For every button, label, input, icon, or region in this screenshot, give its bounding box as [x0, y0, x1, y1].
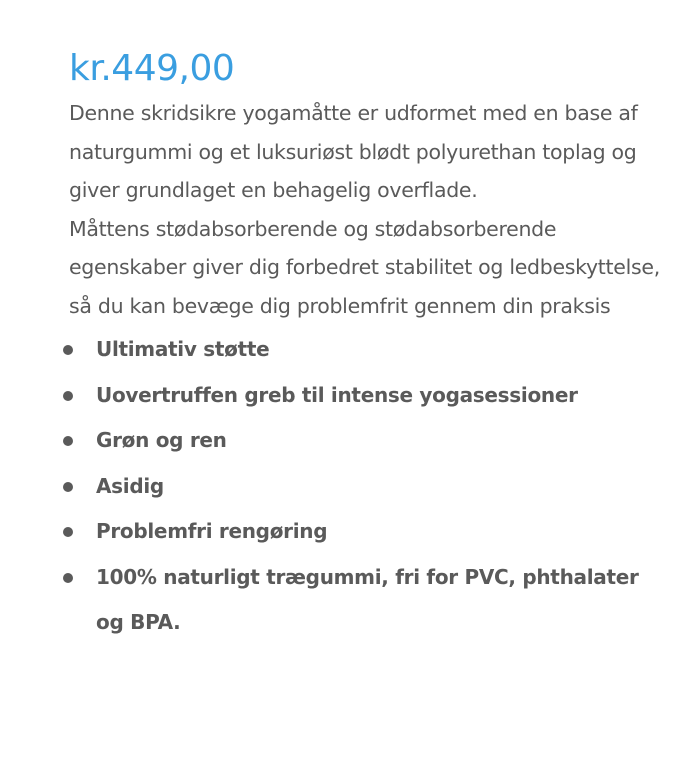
description-paragraph-1: Denne skridsikre yogamåtte er udformet med en base af naturgummi og et luksuriøst blødt polyurethan toplag og giver grundlaget en behagelig overflade.: [69, 101, 638, 202]
feature-text: Problemfri rengøring: [96, 519, 328, 543]
product-description: [69, 44, 669, 646]
bullet-icon: [63, 345, 73, 355]
feature-text: 100% naturligt trægummi, fri for PVC, phthalater og BPA.: [96, 564, 639, 634]
bullet-icon: [63, 527, 73, 537]
feature-item: [69, 464, 669, 510]
bullet-icon: [63, 391, 73, 401]
feature-item: [69, 509, 669, 555]
feature-item: [69, 555, 669, 646]
product-price: kr.449,00: [69, 48, 235, 89]
bullet-icon: [63, 436, 73, 446]
bullet-icon: [63, 482, 73, 492]
feature-text: Asidig: [96, 473, 164, 498]
feature-item: [69, 418, 669, 464]
feature-text: Uovertruffen greb til intense yogasessioner: [96, 382, 578, 407]
feature-item: [69, 373, 669, 419]
feature-text: Ultimativ støtte: [96, 337, 270, 361]
feature-list: [69, 327, 669, 646]
feature-text: Grøn og ren: [96, 428, 227, 452]
bullet-icon: [63, 573, 73, 583]
description-paragraph-2: Måttens stødabsorberende og stødabsorberende egenskaber giver dig forbedret stabilitet og ledbeskyttelse, så du kan bevæge dig problemfrit gennem din praksis: [69, 216, 660, 318]
feature-item: [69, 327, 669, 373]
